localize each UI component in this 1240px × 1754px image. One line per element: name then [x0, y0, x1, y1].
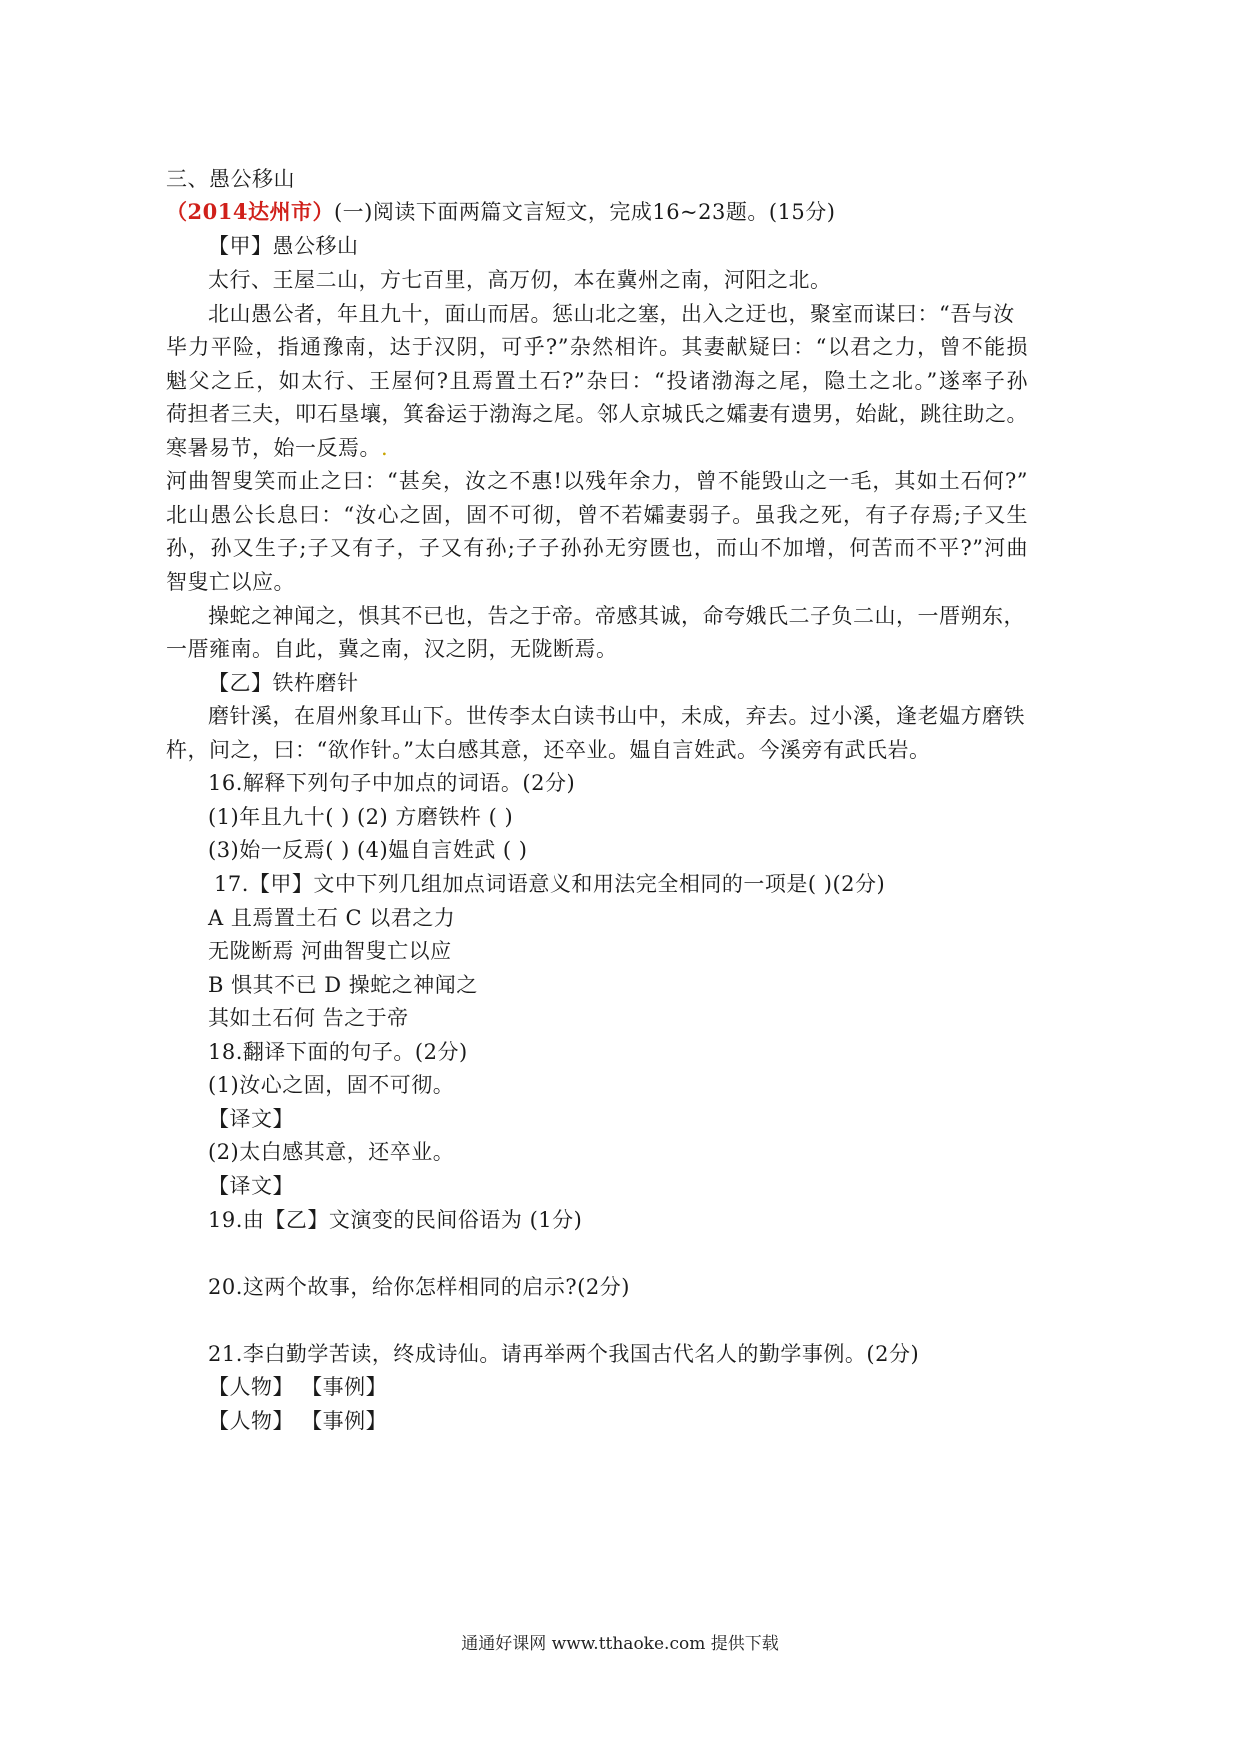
question-16-items: (1)年且九十( ) (2) 方磨铁杵 ( ): [208, 805, 514, 829]
question-16: 16.解释下列句子中加点的词语。(2分): [208, 771, 576, 795]
jia-line: 智叟亡以应。: [166, 570, 295, 594]
jia-line: 北山愚公长息曰：“汝心之固，固不可彻，曾不若孀妻弱子。虽我之死，有子存焉;子又生: [166, 503, 1028, 527]
question-17-option: A 且焉置土石 C 以君之力: [208, 906, 456, 930]
jia-line: 孙，孙又生子;子又有子，子又有孙;子子孙孙无穷匮也，而山不加增，何苦而不平?”河曲: [166, 536, 1028, 560]
source-tag: （2014达州市）: [166, 199, 334, 224]
question-17-option: 其如土石何 告之于帝: [208, 1006, 409, 1030]
jia-line: 魁父之丘，如太行、王屋何?且焉置土石?”杂曰：“投诸渤海之尾，隐土之北。”遂率子孙: [166, 369, 1028, 393]
question-17-option: B 惧其不已 D 操蛇之神闻之: [208, 973, 478, 997]
jia-line: 北山愚公者，年且九十，面山而居。惩山北之塞，出入之迂也，聚室而谋曰：“吾与汝: [208, 302, 1015, 326]
answer-row: 【人物】 【事例】: [208, 1409, 388, 1433]
intro-text: (一)阅读下面两篇文言短文，完成16~23题。(15分): [333, 200, 836, 224]
question-21: 21.李白勤学苦读，终成诗仙。请再举两个我国古代名人的勤学事例。(2分): [208, 1342, 920, 1366]
question-18: 18.翻译下面的句子。(2分): [208, 1040, 468, 1064]
question-17: 17.【甲】文中下列几组加点词语意义和用法完全相同的一项是( )(2分): [214, 872, 886, 896]
translation-label: 【译文】: [208, 1107, 294, 1131]
jia-line: 寒暑易节，始一反焉。.: [166, 436, 389, 460]
jia-line: 河曲智叟笑而止之曰：“甚矣，汝之不惠!以残年余力，曾不能毁山之一毛，其如土石何?”: [166, 469, 1028, 493]
question-18-item: (2)太白感其意，还卒业。: [208, 1140, 455, 1164]
intro-line: [166, 197, 835, 227]
jia-line: 操蛇之神闻之，惧其不已也，告之于帝。帝感其诚，命夸娥氏二子负二山，一厝朔东，: [208, 604, 1025, 628]
page-footer: 通通好课网 www.tthaoke.com 提供下载: [461, 1634, 779, 1654]
jia-line: 荷担者三夫，叩石垦壤，箕畚运于渤海之尾。邻人京城氏之孀妻有遗男，始龀，跳往助之。: [166, 402, 1028, 426]
jia-line: 毕力平险，指通豫南，达于汉阴，可乎?”杂然相许。其妻献疑曰：“以君之力，曾不能损: [166, 335, 1028, 359]
question-20: 20.这两个故事，给你怎样相同的启示?(2分): [208, 1275, 630, 1299]
question-19: 19.由【乙】文演变的民间俗语为 (1分): [208, 1208, 583, 1232]
question-16-items: (3)始一反焉( ) (4)媪自言姓武 ( ): [208, 838, 528, 862]
section-title: 三、愚公移山: [166, 167, 295, 191]
jia-line: 一厝雍南。自此，冀之南，汉之阴，无陇断焉。: [166, 637, 618, 661]
yi-title: 【乙】铁杵磨针: [208, 671, 359, 695]
yi-line: 杵，问之，曰：“欲作针。”太白感其意，还卒业。媪自言姓武。今溪旁有武氏岩。: [166, 738, 931, 762]
translation-label: 【译文】: [208, 1174, 294, 1198]
question-18-item: (1)汝心之固，固不可彻。: [208, 1073, 455, 1097]
jia-title: 【甲】愚公移山: [208, 234, 359, 258]
answer-row: 【人物】 【事例】: [208, 1375, 388, 1399]
yi-line: 磨针溪，在眉州象耳山下。世传李太白读书山中，未成，弃去。过小溪，逢老媪方磨铁: [208, 704, 1025, 728]
question-17-option: 无陇断焉 河曲智叟亡以应: [208, 939, 452, 963]
jia-line: 太行、王屋二山，方七百里，高万仞，本在冀州之南，河阳之北。: [208, 268, 832, 292]
